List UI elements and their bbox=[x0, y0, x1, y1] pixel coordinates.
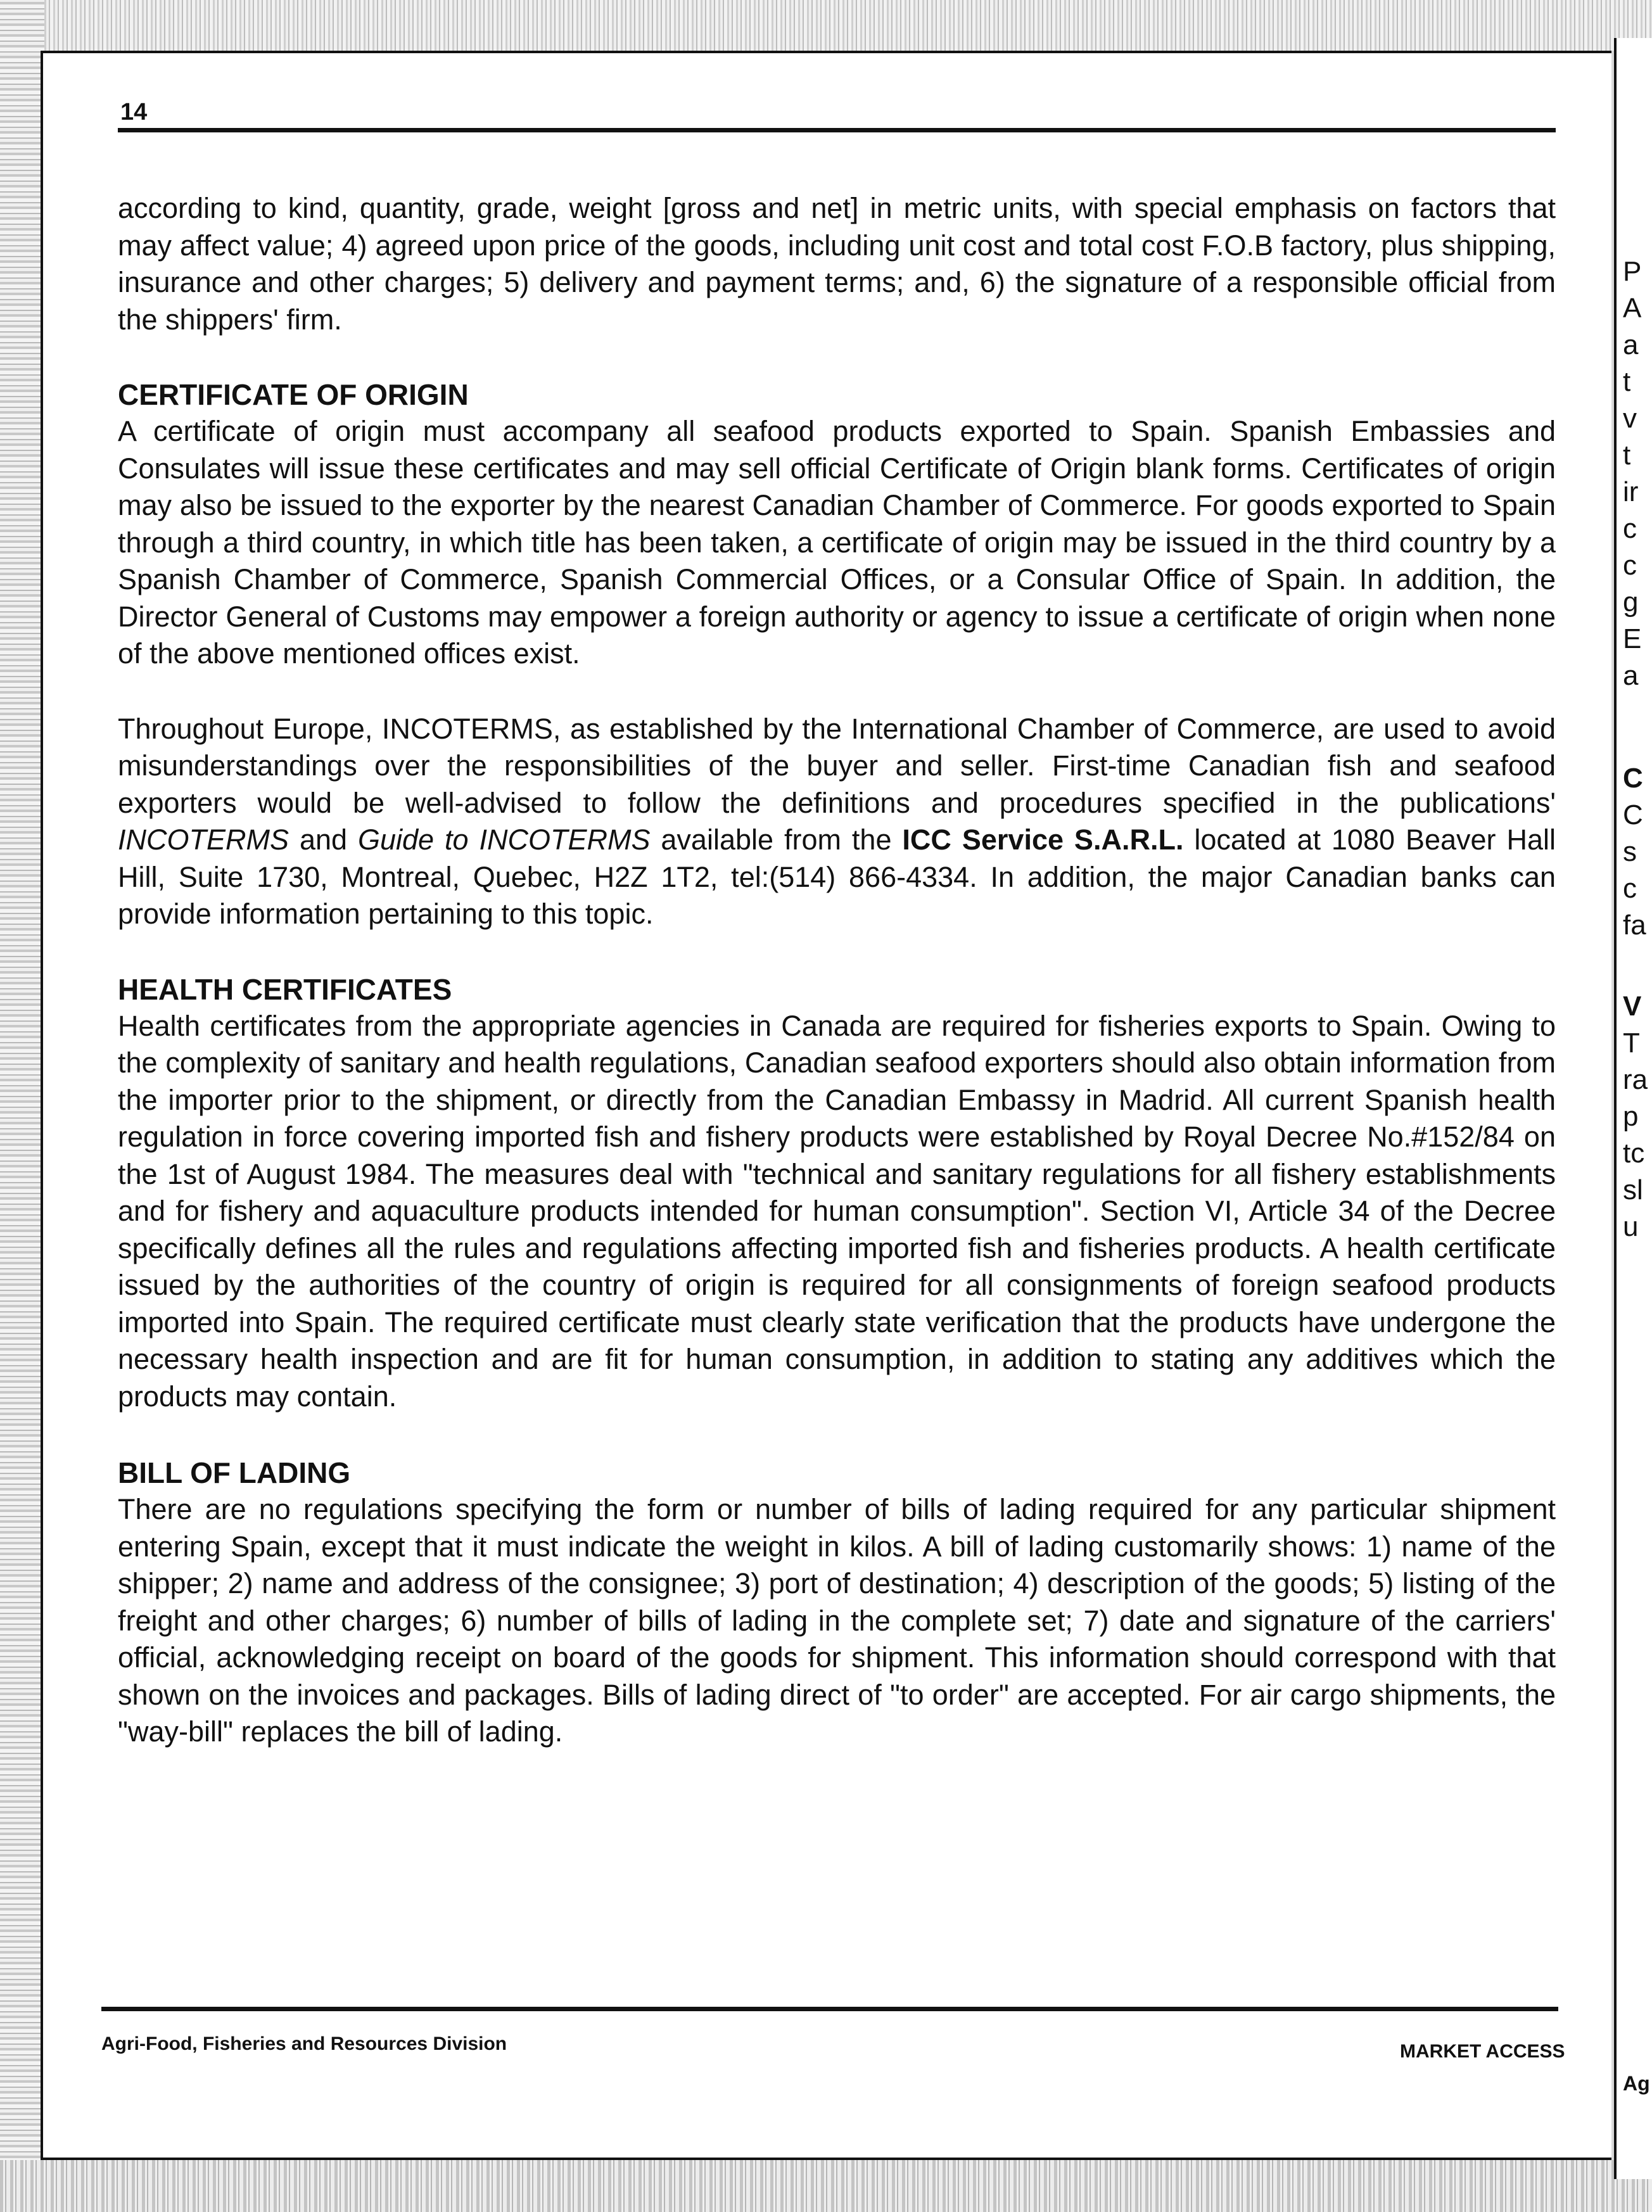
adjacent-fragment: T bbox=[1623, 1027, 1640, 1058]
adjacent-fragment: c bbox=[1623, 550, 1637, 581]
adjacent-fragment: a bbox=[1623, 660, 1639, 691]
scan-noise-bottom bbox=[0, 2160, 1652, 2212]
scan-noise-top bbox=[0, 0, 1652, 51]
adjacent-fragment: a bbox=[1623, 329, 1639, 360]
incoterms-guide-title: Guide to INCOTERMS bbox=[357, 823, 651, 856]
health-certificates-paragraph: Health certificates from the appropriate agencies in Canada are required for fisheries exports to Spain. Owing to the complexity of sanitary and health regulations, Canadian seafood exporters should also obtain information from the importer prior to the shipment, or directly from the Canadian Embassy in Madrid. All current Spanish health regulation in force covering imported fish and fishery products were established by Royal Decree No.#152/84 on the 1st of August 1984. The measures deal with "technical and sanitary regulations for all fishery establishments and for fishery and aquaculture products intended for human consumption". Section VI, Article 34 of the Decree specifically defines all the rules and regulations affecting imported fish and fisheries products. A health certificate issued by the authorities of the country of origin is required for all consignments of foreign seafood products imported into Spain. The required certificate must clearly state verification that the products have undergone the necessary health inspection and are fit for human consumption, in addition to stating any additives which the products may contain. bbox=[118, 1009, 1556, 1413]
adjacent-fragment: V bbox=[1623, 991, 1642, 1022]
bill-of-lading-paragraph: There are no regulations specifying the form or number of bills of lading required for any particular shipment entering Spain, except that it must indicate the weight in kilos. A bill of lading customarily shows: 1) name of the shipper; 2) name and address of the consignee; 3) port of destination; 4) description of the goods; 5) listing of the freight and other charges; 6) number of bills of lading in the complete set; 7) date and signature of the carriers' official, acknowledging receipt on board of the goods for shipment. This information should correspond with that shown on the invoices and packages. Bills of lading direct of "to order" are accepted. For air cargo shipments, the "way-bill" replaces the bill of lading. bbox=[118, 1493, 1556, 1748]
incoterms-text: located at 1080 Beaver Hall Hill, Suite 1730, Montreal, Quebec, H2Z 1T2, tel:(514) 866-4334. In addition, the major Canadian banks can provide information pertaining to this topic. bbox=[118, 823, 1556, 930]
adjacent-fragment: t bbox=[1623, 440, 1631, 471]
incoterms-text: and bbox=[289, 823, 358, 856]
adjacent-fragment: tc bbox=[1623, 1138, 1645, 1169]
scan-noise-left bbox=[0, 0, 44, 2212]
adjacent-fragment: C bbox=[1623, 799, 1643, 830]
section-heading-bill-of-lading: BILL OF LADING bbox=[118, 1456, 351, 1489]
spacer bbox=[118, 673, 1556, 711]
adjacent-page-strip bbox=[1614, 38, 1652, 2179]
page-number: 14 bbox=[120, 99, 148, 125]
adjacent-fragment: t bbox=[1623, 366, 1631, 397]
footer-rule bbox=[101, 2007, 1558, 2011]
adjacent-fragment: p bbox=[1623, 1101, 1639, 1132]
spacer bbox=[118, 338, 1556, 376]
adjacent-fragment: ra bbox=[1623, 1064, 1648, 1095]
incoterms-text: available from the bbox=[650, 823, 903, 856]
icc-service-name: ICC Service S.A.R.L. bbox=[902, 823, 1184, 856]
adjacent-fragment: P bbox=[1623, 256, 1642, 287]
section-heading-health-certificates: HEALTH CERTIFICATES bbox=[118, 972, 452, 1006]
adjacent-fragment: A bbox=[1623, 293, 1642, 324]
incoterms-text: Throughout Europe, INCOTERMS, as established by the International Chamber of Commerce, are used to avoid misunderstandings over the responsibilities of the buyer and seller. First-time Canadian fish and seafood exporters would be well-advised to follow the definitions and procedures specified in the publications' bbox=[118, 712, 1556, 819]
footer-section-title: MARKET ACCESS bbox=[1400, 2041, 1565, 2062]
adjacent-fragment: s bbox=[1623, 836, 1637, 867]
adjacent-fragment: g bbox=[1623, 587, 1639, 618]
adjacent-fragment: C bbox=[1623, 763, 1643, 794]
footer-division: Agri-Food, Fisheries and Resources Division bbox=[101, 2033, 507, 2054]
incoterms-publication-title: INCOTERMS bbox=[118, 823, 289, 856]
section-heading-certificate-of-origin: CERTIFICATE OF ORIGIN bbox=[118, 378, 469, 411]
adjacent-fragment: c bbox=[1623, 873, 1637, 904]
header-rule bbox=[118, 128, 1556, 132]
spacer bbox=[118, 1415, 1556, 1454]
document-body bbox=[118, 190, 1556, 1751]
certificate-of-origin-paragraph: A certificate of origin must accompany all seafood products exported to Spain. Spanish Embassies and Consulates will issue these certificates and may sell official Certificate of Origin blank forms. Certificates of origin may also be issued to the exporter by the nearest Canadian Chamber of Commerce. For goods exported to Spain through a third country, in which title has been taken, a certificate of origin may be issued in the third country by a Spanish Chamber of Commerce, Spanish Commercial Offices, or a Consular Office of Spain. In addition, the Director General of Customs may empower a foreign authority or agency to issue a certificate of origin when none of the above mentioned offices exist. bbox=[118, 415, 1556, 670]
adjacent-fragment: fa bbox=[1623, 910, 1646, 941]
adjacent-fragment: c bbox=[1623, 513, 1637, 544]
adjacent-fragment: u bbox=[1623, 1211, 1639, 1242]
intro-paragraph: according to kind, quantity, grade, weight [gross and net] in metric units, with special emphasis on factors that may affect value; 4) agreed upon price of the goods, including unit cost and total cost F.O.B factory, plus shipping, insurance and other charges; 5) delivery and payment terms; and, 6) the signature of a responsible official from the shippers' firm. bbox=[118, 192, 1556, 336]
spacer bbox=[118, 933, 1556, 971]
adjacent-fragment: ir bbox=[1623, 476, 1639, 507]
adjacent-fragment: sl bbox=[1623, 1174, 1643, 1205]
adjacent-fragment: v bbox=[1623, 403, 1637, 434]
incoterms-paragraph bbox=[118, 711, 1556, 933]
adjacent-fragment: E bbox=[1623, 623, 1642, 654]
adjacent-fragment: Ag bbox=[1623, 2072, 1650, 2095]
